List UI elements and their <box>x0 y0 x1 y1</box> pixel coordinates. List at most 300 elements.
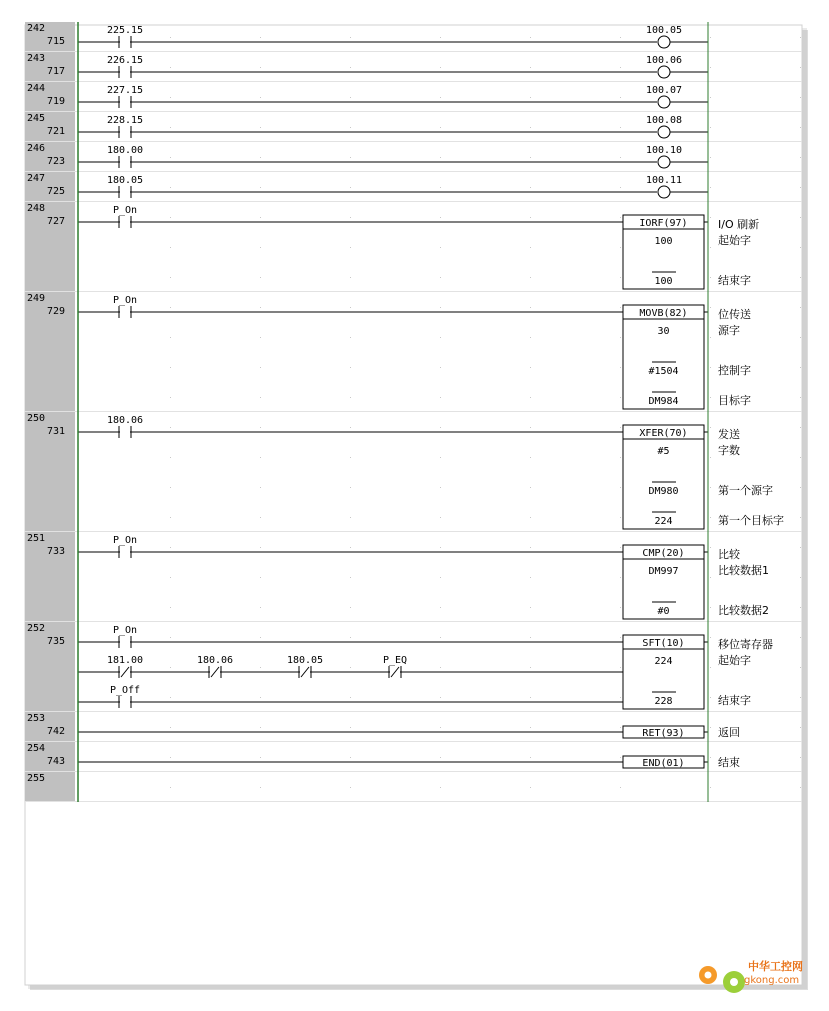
grid-dot <box>170 367 171 368</box>
grid-dot <box>710 727 711 728</box>
grid-dot <box>260 577 261 578</box>
contact-gap <box>120 160 130 164</box>
rung-249-operand: 30 <box>657 326 670 337</box>
rung-242-coil <box>658 36 670 48</box>
contact-label: 180.00 <box>106 145 144 156</box>
grid-dot <box>260 217 261 218</box>
grid-dot <box>530 97 531 98</box>
rung-247-coil-label: 100.11 <box>645 175 683 186</box>
grid-dot <box>440 727 441 728</box>
grid-dot <box>710 37 711 38</box>
rung-250-operand: DM980 <box>648 486 679 497</box>
grid-dot <box>170 217 171 218</box>
rung-248-comment: 起始字 <box>718 234 751 247</box>
grid-dot <box>620 307 621 308</box>
contact-label: 180.05 <box>286 655 324 666</box>
rung-252-operand: 228 <box>654 696 673 707</box>
grid-dot <box>350 517 351 518</box>
grid-dot <box>530 337 531 338</box>
grid-dot <box>620 277 621 278</box>
grid-dot <box>170 607 171 608</box>
contact-gap <box>120 220 130 224</box>
grid-dot <box>800 517 801 518</box>
grid-dot <box>440 67 441 68</box>
grid-dot <box>620 547 621 548</box>
rung-247-number: 247 <box>27 173 46 184</box>
grid-dot <box>710 577 711 578</box>
rung-254-step: 743 <box>46 756 65 767</box>
rung-248-comment: I/O 刷新 <box>718 218 760 231</box>
grid-dot <box>530 217 531 218</box>
contact-label: 180.06 <box>106 415 144 426</box>
grid-dot <box>170 157 171 158</box>
grid-dot <box>350 487 351 488</box>
grid-dot <box>530 67 531 68</box>
contact-gap <box>120 70 130 74</box>
rung-243-coil <box>658 66 670 78</box>
grid-dot <box>440 397 441 398</box>
grid-dot <box>800 727 801 728</box>
grid-dot <box>440 787 441 788</box>
contact-label: 180.05 <box>106 175 144 186</box>
grid-dot <box>620 487 621 488</box>
grid-dot <box>170 577 171 578</box>
rung-253-step: 742 <box>46 726 65 737</box>
contact-label: P_On <box>112 535 138 546</box>
rung-250-comment: 第一个目标字 <box>718 514 784 527</box>
grid-dot <box>260 427 261 428</box>
rung-250-step: 731 <box>46 426 65 437</box>
grid-dot <box>440 637 441 638</box>
grid-dot <box>620 367 621 368</box>
grid-dot <box>170 427 171 428</box>
grid-dot <box>440 367 441 368</box>
grid-dot <box>440 277 441 278</box>
rung-249-step: 729 <box>46 306 65 317</box>
rung-251-comment: 比较 <box>718 548 740 561</box>
grid-dot <box>530 427 531 428</box>
grid-dot <box>620 97 621 98</box>
grid-dot <box>170 277 171 278</box>
grid-dot <box>710 757 711 758</box>
grid-dot <box>530 607 531 608</box>
grid-dot <box>170 67 171 68</box>
grid-dot <box>440 247 441 248</box>
rung-247-coil <box>658 186 670 198</box>
rung-250-comment: 字数 <box>718 444 740 457</box>
grid-dot <box>800 97 801 98</box>
grid-dot <box>260 127 261 128</box>
grid-dot <box>440 517 441 518</box>
grid-dot <box>260 367 261 368</box>
rung-249-block-name: MOVB(82) <box>639 308 688 319</box>
grid-dot <box>170 187 171 188</box>
rung-247-step: 725 <box>46 186 65 197</box>
rung-250-comment: 发送 <box>718 428 740 441</box>
grid-dot <box>620 187 621 188</box>
contact-gap <box>120 100 130 104</box>
grid-dot <box>350 577 351 578</box>
grid-dot <box>530 667 531 668</box>
grid-dot <box>350 787 351 788</box>
grid-dot <box>800 367 801 368</box>
contact-label: 181.00 <box>106 655 144 666</box>
rung-254-number: 254 <box>27 743 46 754</box>
grid-dot <box>260 637 261 638</box>
rung-252-block-name: SFT(10) <box>642 638 685 649</box>
contact-gap <box>120 700 130 704</box>
rung-250-operand: #5 <box>657 446 670 457</box>
grid-dot <box>260 97 261 98</box>
contact-gap <box>120 190 130 194</box>
grid-dot <box>710 367 711 368</box>
grid-dot <box>260 187 261 188</box>
grid-dot <box>620 247 621 248</box>
rung-253-instr-name: RET(93) <box>642 728 685 739</box>
contact-label: 228.15 <box>106 115 144 126</box>
contact-label: 180.06 <box>196 655 234 666</box>
grid-dot <box>620 667 621 668</box>
grid-dot <box>800 427 801 428</box>
grid-dot <box>620 457 621 458</box>
grid-dot <box>620 37 621 38</box>
grid-dot <box>800 397 801 398</box>
grid-dot <box>710 397 711 398</box>
grid-dot <box>620 697 621 698</box>
rung-244-coil <box>658 96 670 108</box>
rung-243-step: 717 <box>46 66 65 77</box>
rung-248-operand: 100 <box>654 276 673 287</box>
grid-dot <box>530 487 531 488</box>
grid-dot <box>710 67 711 68</box>
rung-248-operand: 100 <box>654 236 673 247</box>
grid-dot <box>620 427 621 428</box>
grid-dot <box>260 487 261 488</box>
contact-label: P_On <box>112 625 138 636</box>
grid-dot <box>530 637 531 638</box>
rung-249-operand: DM984 <box>648 396 679 407</box>
grid-dot <box>260 787 261 788</box>
contact-gap <box>120 310 130 314</box>
grid-dot <box>800 187 801 188</box>
rung-252-step: 735 <box>46 636 65 647</box>
rung-254-instr-name: END(01) <box>642 758 685 769</box>
grid-dot <box>350 607 351 608</box>
rung-242-step: 715 <box>46 36 65 47</box>
rung-253-comment: 返回 <box>718 726 740 739</box>
grid-dot <box>350 187 351 188</box>
grid-dot <box>170 697 171 698</box>
rung-251-step: 733 <box>46 546 65 557</box>
grid-dot <box>530 457 531 458</box>
grid-dot <box>710 547 711 548</box>
grid-dot <box>710 457 711 458</box>
grid-dot <box>530 187 531 188</box>
grid-dot <box>710 427 711 428</box>
rung-252-operand: 224 <box>654 656 673 667</box>
grid-dot <box>710 97 711 98</box>
grid-dot <box>350 727 351 728</box>
rung-244-step: 719 <box>46 96 65 107</box>
rung-246-step: 723 <box>46 156 65 167</box>
rung-246-coil-label: 100.10 <box>645 145 683 156</box>
grid-dot <box>170 517 171 518</box>
grid-dot <box>170 337 171 338</box>
grid-dot <box>260 337 261 338</box>
grid-dot <box>350 697 351 698</box>
contact-label: P_On <box>112 205 138 216</box>
grid-dot <box>530 307 531 308</box>
grid-dot <box>440 457 441 458</box>
grid-dot <box>350 397 351 398</box>
rung-250-number: 250 <box>27 413 46 424</box>
grid-dot <box>350 757 351 758</box>
grid-dot <box>260 547 261 548</box>
grid-dot <box>260 157 261 158</box>
grid-dot <box>260 697 261 698</box>
rung-244-number: 244 <box>27 83 46 94</box>
grid-dot <box>170 37 171 38</box>
rung-249-number: 249 <box>27 293 46 304</box>
grid-dot <box>620 127 621 128</box>
grid-dot <box>440 127 441 128</box>
grid-dot <box>710 157 711 158</box>
grid-dot <box>260 667 261 668</box>
grid-dot <box>620 577 621 578</box>
grid-dot <box>800 67 801 68</box>
grid-dot <box>440 427 441 428</box>
grid-dot <box>170 307 171 308</box>
rung-249-comment: 目标字 <box>718 394 751 407</box>
grid-dot <box>260 397 261 398</box>
rung-251-operand: #0 <box>657 606 670 617</box>
grid-dot <box>710 307 711 308</box>
grid-dot <box>530 757 531 758</box>
rung-249-block <box>623 305 704 409</box>
grid-dot <box>710 787 711 788</box>
grid-dot <box>710 487 711 488</box>
grid-dot <box>530 157 531 158</box>
grid-dot <box>170 97 171 98</box>
grid-dot <box>530 247 531 248</box>
grid-dot <box>350 307 351 308</box>
rung-252-comment: 移位寄存器 <box>718 638 773 651</box>
grid-dot <box>260 277 261 278</box>
rung-252-comment: 起始字 <box>718 654 751 667</box>
grid-dot <box>260 727 261 728</box>
grid-dot <box>350 157 351 158</box>
rung-250-block-name: XFER(70) <box>639 428 688 439</box>
grid-dot <box>710 697 711 698</box>
rung-248-number: 248 <box>27 203 46 214</box>
grid-dot <box>350 247 351 248</box>
grid-dot <box>620 757 621 758</box>
rung-251-comment: 比较数据2 <box>718 604 769 617</box>
rung-246-number: 246 <box>27 143 46 154</box>
contact-gap <box>120 640 130 644</box>
grid-dot <box>620 637 621 638</box>
rung-249-comment: 位传送 <box>718 308 751 321</box>
grid-dot <box>440 577 441 578</box>
grid-dot <box>800 757 801 758</box>
grid-dot <box>530 517 531 518</box>
rung-244-coil-label: 100.07 <box>645 85 683 96</box>
grid-dot <box>710 607 711 608</box>
grid-dot <box>800 487 801 488</box>
grid-dot <box>530 277 531 278</box>
grid-dot <box>530 577 531 578</box>
grid-dot <box>620 517 621 518</box>
rung-253-number: 253 <box>27 713 46 724</box>
grid-dot <box>170 727 171 728</box>
rung-246-coil <box>658 156 670 168</box>
grid-dot <box>620 337 621 338</box>
grid-dot <box>710 217 711 218</box>
rung-251-number: 251 <box>27 533 46 544</box>
grid-dot <box>170 547 171 548</box>
grid-dot <box>440 97 441 98</box>
rung-254-comment: 结束 <box>718 756 740 769</box>
rung-249-operand: #1504 <box>648 366 679 377</box>
grid-dot <box>260 607 261 608</box>
grid-dot <box>710 517 711 518</box>
grid-dot <box>800 127 801 128</box>
grid-dot <box>350 127 351 128</box>
contact-label: P_On <box>112 295 138 306</box>
grid-dot <box>260 37 261 38</box>
rung-248-block-name: IORF(97) <box>639 218 688 229</box>
rung-250-comment: 第一个源字 <box>718 484 773 497</box>
grid-dot <box>170 667 171 668</box>
watermark-brand: 中华工控网 <box>748 960 803 973</box>
grid-dot <box>170 457 171 458</box>
grid-dot <box>440 37 441 38</box>
grid-dot <box>440 547 441 548</box>
rung-245-coil <box>658 126 670 138</box>
grid-dot <box>710 667 711 668</box>
grid-dot <box>530 547 531 548</box>
grid-dot <box>170 787 171 788</box>
rung-250-operand: 224 <box>654 516 673 527</box>
grid-dot <box>710 337 711 338</box>
grid-dot <box>350 337 351 338</box>
grid-dot <box>800 37 801 38</box>
rung-242-coil-label: 100.05 <box>645 25 683 36</box>
rung-242-number: 242 <box>27 23 46 34</box>
grid-dot <box>170 397 171 398</box>
grid-dot <box>710 127 711 128</box>
grid-dot <box>350 637 351 638</box>
grid-dot <box>800 697 801 698</box>
grid-dot <box>710 637 711 638</box>
contact-gap <box>120 430 130 434</box>
grid-dot <box>440 487 441 488</box>
grid-dot <box>350 427 351 428</box>
grid-dot <box>530 727 531 728</box>
grid-dot <box>170 637 171 638</box>
rung-252-number: 252 <box>27 623 46 634</box>
contact-label: P_EQ <box>382 655 408 666</box>
grid-dot <box>170 127 171 128</box>
grid-dot <box>260 517 261 518</box>
grid-dot <box>620 607 621 608</box>
grid-dot <box>440 697 441 698</box>
grid-dot <box>800 667 801 668</box>
grid-dot <box>800 787 801 788</box>
rung-245-number: 245 <box>27 113 46 124</box>
grid-dot <box>530 37 531 38</box>
rung-251-block-name: CMP(20) <box>642 548 685 559</box>
grid-dot <box>530 787 531 788</box>
grid-dot <box>800 547 801 548</box>
grid-dot <box>350 67 351 68</box>
grid-dot <box>800 157 801 158</box>
rung-255-number: 255 <box>27 773 46 784</box>
grid-dot <box>440 337 441 338</box>
rung-252-comment: 结束字 <box>718 694 751 707</box>
grid-dot <box>440 607 441 608</box>
grid-dot <box>170 247 171 248</box>
grid-dot <box>350 277 351 278</box>
grid-dot <box>260 457 261 458</box>
rung-251-operand: DM997 <box>648 566 679 577</box>
grid-dot <box>620 397 621 398</box>
grid-dot <box>170 757 171 758</box>
grid-dot <box>620 727 621 728</box>
grid-dot <box>440 307 441 308</box>
rung-243-number: 243 <box>27 53 46 64</box>
rung-248-step: 727 <box>46 216 65 227</box>
grid-dot <box>800 277 801 278</box>
grid-dot <box>800 577 801 578</box>
grid-dot <box>800 217 801 218</box>
contact-label: 225.15 <box>106 25 144 36</box>
contact-label: 227.15 <box>106 85 144 96</box>
grid-dot <box>350 97 351 98</box>
grid-dot <box>620 217 621 218</box>
grid-dot <box>440 187 441 188</box>
grid-dot <box>440 217 441 218</box>
grid-dot <box>350 367 351 368</box>
grid-dot <box>440 757 441 758</box>
grid-dot <box>440 157 441 158</box>
grid-dot <box>530 697 531 698</box>
rung-243-coil-label: 100.06 <box>645 55 683 66</box>
contact-gap <box>120 130 130 134</box>
grid-dot <box>710 277 711 278</box>
grid-dot <box>530 367 531 368</box>
grid-dot <box>800 607 801 608</box>
grid-dot <box>260 757 261 758</box>
grid-dot <box>440 667 441 668</box>
grid-dot <box>350 37 351 38</box>
contact-label: 226.15 <box>106 55 144 66</box>
grid-dot <box>800 457 801 458</box>
rung-251-comment: 比较数据1 <box>718 564 769 577</box>
rung-245-step: 721 <box>46 126 65 137</box>
grid-dot <box>710 187 711 188</box>
grid-dot <box>260 247 261 248</box>
grid-dot <box>800 247 801 248</box>
rung-245-coil-label: 100.08 <box>645 115 683 126</box>
grid-dot <box>620 157 621 158</box>
grid-dot <box>350 217 351 218</box>
grid-dot <box>260 307 261 308</box>
rung-249-comment: 源字 <box>718 324 740 337</box>
grid-dot <box>260 67 261 68</box>
rung-250-block <box>623 425 704 529</box>
contact-gap <box>120 550 130 554</box>
